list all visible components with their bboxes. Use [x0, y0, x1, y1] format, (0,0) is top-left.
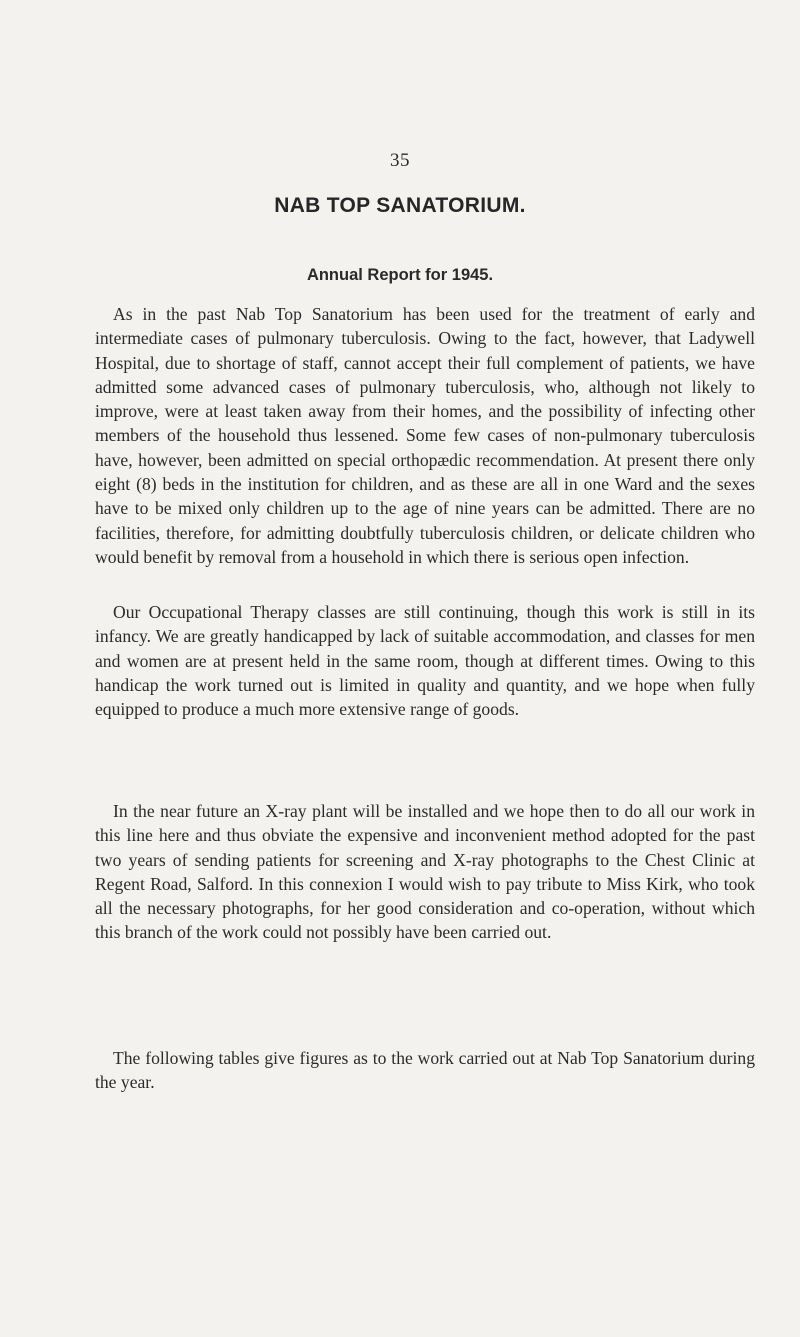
paragraph-tables-intro: The following tables give figures as to the work carried out at Nab Top Sanatorium during the year.	[95, 1048, 755, 1093]
paragraph-occupational-therapy: Our Occupational Therapy classes are still continuing, though this work is still in its infancy. We are greatly handicapped by lack of suitable accommodation, and classes for men and women are at present held in the same room, though at different times. Owing to this handicap the work turned out is limited in quality and quantity, and we hope when fully equipped to produce a much more extensive range of goods.	[95, 602, 755, 720]
report-subtitle: Annual Report for 1945.	[306, 266, 494, 284]
page-number: 35	[390, 150, 410, 171]
paragraph-admissions: As in the past Nab Top Sanatorium has been used for the treatment of early and intermediate cases of pulmonary tuberculosis. Owing to the fact, however, that Ladywell Hospital, due to shortage of staff, cannot accept their full complement of patients, we have admitted some advanced cases of pulmonary tuberculosis, who, although not likely to improve, were at least taken away from their homes, and the possibility of infecting other members of the household thus lessened. Some few cases of non-pulmonary tuberculosis have, however, been admitted on special orthopædic recommendation. At present there only eight (8) beds in the institution for children, and as these are all in one Ward and the sexes have to be mixed only children up to the age of nine years can be admitted. There are no facilities, therefore, for admitting doubtfully tuberculosis children, or delicate children who would benefit by removal from a household in which there is serious open infection.	[95, 304, 755, 567]
paragraph-x-ray: In the near future an X-ray plant will be installed and we hope then to do all our work in this line here and thus obviate the expensive and inconvenient method adopted for the past two years of sending patients for screening and X-ray photographs to the Chest Clinic at Regent Road, Salford. In this connexion I would wish to pay tribute to Miss Kirk, who took all the necessary photographs, for her good consideration and co-operation, without which this branch of the work could not possibly have been carried out.	[95, 801, 755, 943]
page-title: NAB TOP SANATORIUM.	[274, 194, 526, 217]
